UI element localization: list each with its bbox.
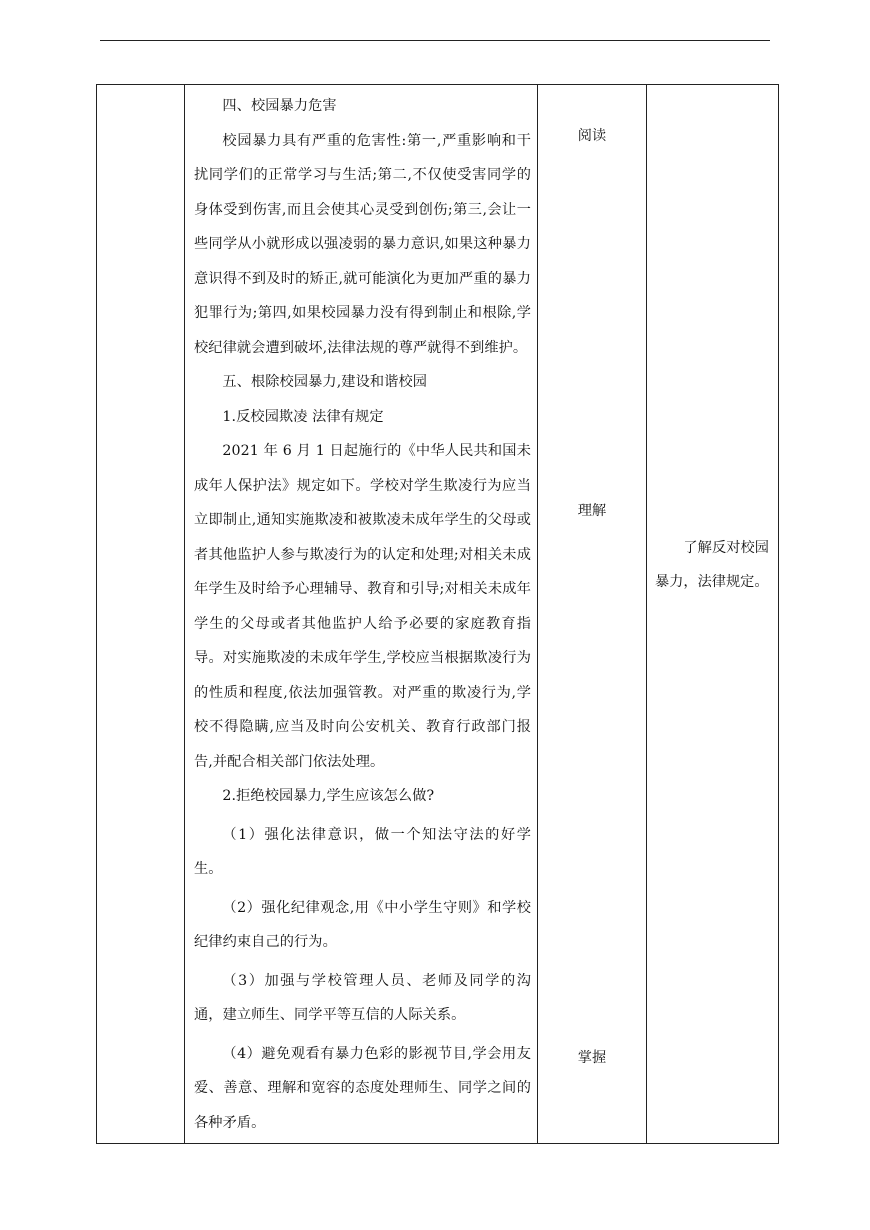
activity-cell xyxy=(538,85,647,1144)
subheading-student-actions: 2.拒绝校园暴力,学生应该怎么做? xyxy=(222,788,435,804)
content-cell xyxy=(185,85,538,1144)
paragraph-harm: 校园暴力具有严重的危害性:第一,严重影响和干扰同学们的正常学习与生活;第二,不仅使受害同学的身体受到伤害,而且会使其心灵受到创伤;第三,会让一些同学从小就形成以强凌弱的暴力意识,如果这种暴力意识得不到及时的矫正,就可能演化为更加严重的暴力犯罪行为;第四,如果校园暴力没有得到制止和根除,学校纪律就会遭到破坏,法律法规的尊严就得不到维护。 xyxy=(194,132,531,356)
list-item: （3）加强与学校管理人员、老师及同学的沟通，建立师生、同学平等互信的人际关系。 xyxy=(194,972,531,1023)
paragraph-law: 2021 年 6 月 1 日起施行的《中华人民共和国未成年人保护法》规定如下。学校对学生欺凌行为应当立即制止,通知实施欺凌和被欺凌未成年学生的父母或者其他监护人参与欺凌行为的认定和处理;对相关未成年学生及时给予心理辅导、教育和引导;对相关未成年学生的父母或者其他监护人给予必要的家庭教育指导。对实施欺凌的未成年学生,学校应当根据欺凌行为的性质和程度,依法加强管教。对严重的欺凌行为,学校不得隐瞒,应当及时向公安机关、教育行政部门报告,并配合相关部门依法处理。 xyxy=(194,443,531,770)
list-item: （4）避免观看有暴力色彩的影视节目,学会用友爱、善意、理解和宽容的态度处理师生、同学之间的各种矛盾。 xyxy=(194,1045,531,1131)
subheading-law: 1.反校园欺凌 法律有规定 xyxy=(222,408,384,425)
section-heading-eradicate: 五、根除校园暴力,建设和谐校园 xyxy=(222,374,428,390)
activity-master: 掌握 xyxy=(577,1050,607,1066)
goal-text: 了解反对校园暴力，法律规定。 xyxy=(655,540,769,590)
blank-column-cell xyxy=(97,85,185,1144)
goal-cell xyxy=(647,85,779,1144)
activity-column xyxy=(538,85,646,1143)
lesson-content xyxy=(185,85,537,1140)
list-item: （1）强化法律意识，做一个知法守法的好学生。 xyxy=(194,826,531,877)
lesson-table xyxy=(96,84,779,1144)
activity-read: 阅读 xyxy=(577,128,607,144)
list-item: （2）强化纪律观念,用《中小学生守则》和学校纪律约束自己的行为。 xyxy=(194,899,531,950)
activity-understand: 理解 xyxy=(577,503,607,519)
header-rule xyxy=(100,40,770,41)
section-heading-harm: 四、校园暴力危害 xyxy=(222,98,337,114)
